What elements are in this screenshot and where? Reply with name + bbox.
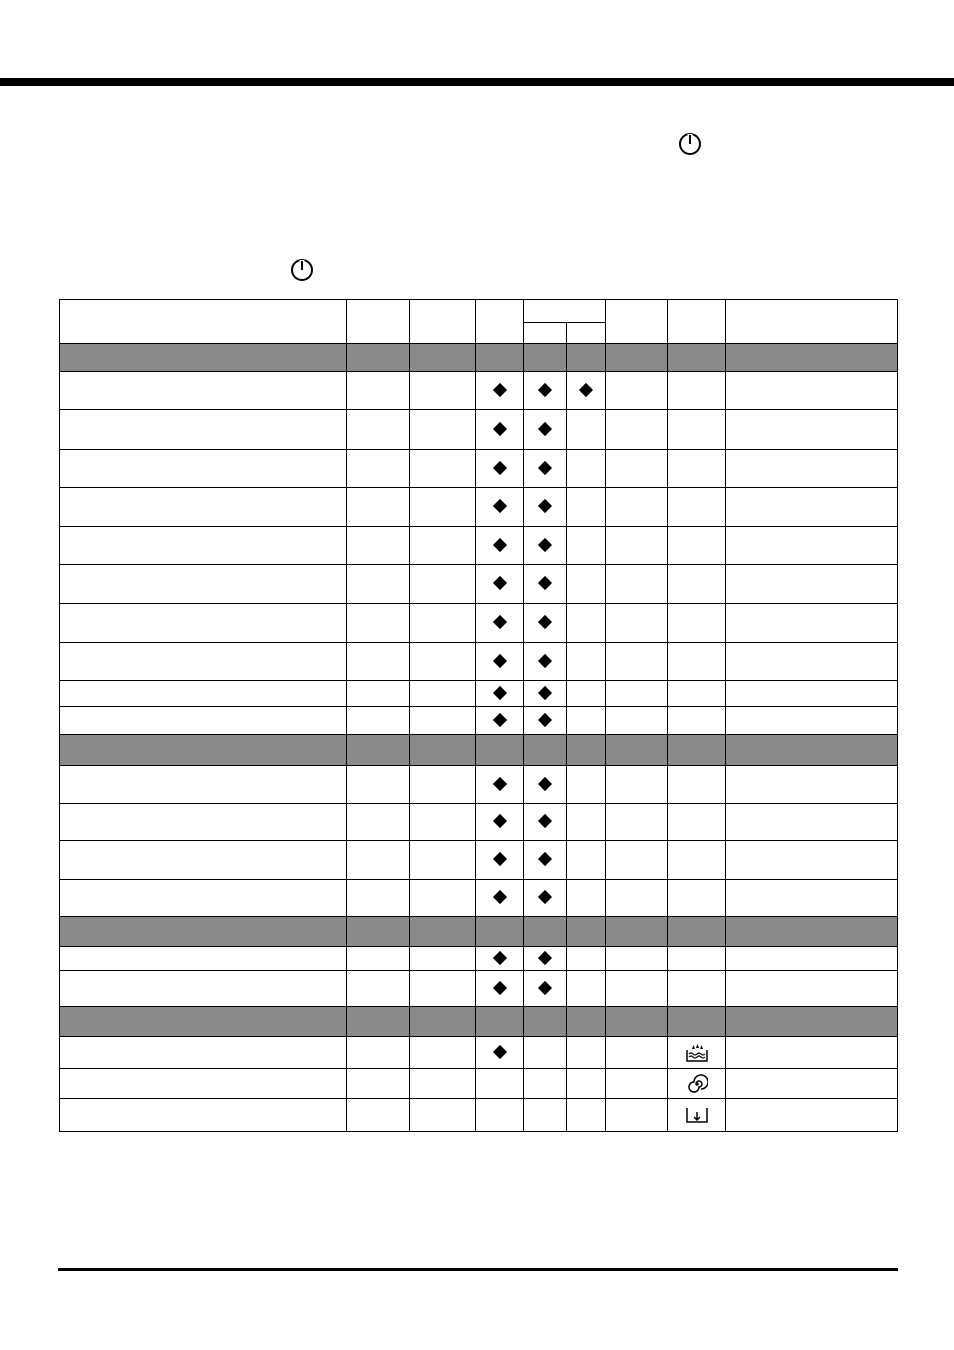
option-diamond-mark	[538, 499, 552, 513]
option-mark-cell	[566, 643, 605, 681]
table-cell	[347, 527, 410, 565]
option-mark-cell	[566, 1069, 605, 1099]
table-cell	[410, 1037, 476, 1069]
option-mark-cell	[566, 1037, 605, 1069]
table-row	[60, 947, 898, 971]
symbol-cell	[668, 410, 726, 450]
table-cell	[347, 1037, 410, 1069]
option-mark-cell	[476, 410, 523, 450]
table-cell	[410, 880, 476, 917]
programme-name-cell	[60, 372, 347, 410]
option-mark-cell	[523, 1037, 566, 1069]
header-cell	[347, 300, 410, 344]
section-header-cell	[347, 917, 410, 947]
table-cell	[410, 947, 476, 971]
programme-name-cell	[60, 947, 347, 971]
bottom-rule	[58, 1268, 898, 1271]
programme-name-cell	[60, 707, 347, 735]
table-row	[60, 643, 898, 681]
section-header-cell	[668, 1007, 726, 1037]
table-cell	[347, 947, 410, 971]
table-cell	[605, 565, 667, 604]
table-cell	[726, 707, 898, 735]
power-button-icon	[677, 131, 703, 157]
section-header-cell	[410, 917, 476, 947]
table-cell	[410, 1099, 476, 1132]
header-cell	[726, 300, 898, 344]
option-mark-cell	[476, 450, 523, 488]
programme-name-cell	[60, 527, 347, 565]
table-cell	[410, 372, 476, 410]
header-cell	[668, 300, 726, 344]
section-header-cell	[566, 735, 605, 766]
option-mark-cell	[566, 971, 605, 1007]
table-cell	[726, 1069, 898, 1099]
section-header-cell	[60, 344, 347, 372]
table-cell	[726, 643, 898, 681]
option-mark-cell	[476, 841, 523, 880]
table-cell	[410, 604, 476, 643]
table-cell	[605, 410, 667, 450]
table-cell	[410, 488, 476, 527]
table-row	[60, 604, 898, 643]
option-mark-cell	[476, 681, 523, 707]
table-cell	[347, 766, 410, 804]
option-mark-cell	[523, 372, 566, 410]
symbol-cell	[668, 947, 726, 971]
programme-name-cell	[60, 410, 347, 450]
table-cell	[605, 766, 667, 804]
header-cell	[476, 300, 523, 344]
option-mark-cell	[523, 766, 566, 804]
table-cell	[347, 971, 410, 1007]
table-cell	[726, 1037, 898, 1069]
drain-tub-icon	[668, 1104, 725, 1126]
table-cell	[347, 488, 410, 527]
table-cell	[410, 1069, 476, 1099]
option-diamond-mark	[538, 685, 552, 699]
section-header-cell	[347, 735, 410, 766]
table-cell	[410, 804, 476, 841]
section-header-cell	[726, 1007, 898, 1037]
option-diamond-mark	[538, 537, 552, 551]
table-row	[60, 565, 898, 604]
table-cell	[410, 565, 476, 604]
table-row	[60, 1099, 898, 1132]
table-cell	[347, 604, 410, 643]
table-cell	[347, 372, 410, 410]
section-header-cell	[476, 917, 523, 947]
table-cell	[605, 1099, 667, 1132]
table-cell	[605, 681, 667, 707]
option-mark-cell	[476, 565, 523, 604]
table-cell	[410, 527, 476, 565]
table-row	[60, 681, 898, 707]
programme-name-cell	[60, 488, 347, 527]
option-diamond-mark	[538, 950, 552, 964]
table-row	[60, 804, 898, 841]
section-header-row	[60, 917, 898, 947]
option-mark-cell	[476, 604, 523, 643]
table-cell	[605, 450, 667, 488]
section-header-cell	[668, 917, 726, 947]
option-mark-cell	[476, 766, 523, 804]
programme-name-cell	[60, 1037, 347, 1069]
symbol-cell	[668, 604, 726, 643]
table-cell	[726, 488, 898, 527]
symbol-cell	[668, 841, 726, 880]
option-diamond-mark	[492, 685, 506, 699]
section-header-cell	[605, 917, 667, 947]
programme-name-cell	[60, 1099, 347, 1132]
section-header-cell	[726, 735, 898, 766]
programme-name-cell	[60, 971, 347, 1007]
table-row	[60, 527, 898, 565]
table-cell	[347, 1099, 410, 1132]
section-header-cell	[566, 917, 605, 947]
symbol-cell	[668, 527, 726, 565]
table-cell	[347, 450, 410, 488]
option-mark-cell	[566, 565, 605, 604]
section-header-cell	[347, 1007, 410, 1037]
section-header-cell	[476, 1007, 523, 1037]
option-mark-cell	[523, 565, 566, 604]
option-diamond-mark	[492, 499, 506, 513]
option-mark-cell	[566, 372, 605, 410]
section-header-cell	[668, 735, 726, 766]
option-mark-cell	[523, 643, 566, 681]
section-header-cell	[476, 344, 523, 372]
table-cell	[726, 880, 898, 917]
option-mark-cell	[566, 604, 605, 643]
option-diamond-mark	[538, 980, 552, 994]
option-mark-cell	[523, 527, 566, 565]
section-header-cell	[605, 344, 667, 372]
option-mark-cell	[523, 971, 566, 1007]
option-mark-cell	[566, 488, 605, 527]
option-diamond-mark	[492, 814, 506, 828]
option-diamond-mark	[492, 950, 506, 964]
option-diamond-mark	[492, 537, 506, 551]
option-diamond-mark	[538, 421, 552, 435]
table-cell	[605, 1037, 667, 1069]
table-row	[60, 1037, 898, 1069]
table-cell	[410, 643, 476, 681]
table-cell	[410, 707, 476, 735]
symbol-cell	[668, 707, 726, 735]
programme-name-cell	[60, 604, 347, 643]
symbol-cell	[668, 1037, 726, 1069]
header-cell	[605, 300, 667, 344]
table-cell	[410, 841, 476, 880]
section-header-cell	[60, 917, 347, 947]
section-header-cell	[605, 1007, 667, 1037]
table-cell	[726, 947, 898, 971]
table-cell	[347, 681, 410, 707]
spin-spiral-icon	[668, 1073, 725, 1095]
option-diamond-mark	[538, 382, 552, 396]
option-mark-cell	[523, 880, 566, 917]
option-mark-cell	[476, 488, 523, 527]
section-header-cell	[410, 344, 476, 372]
option-mark-cell	[566, 880, 605, 917]
table-cell	[726, 841, 898, 880]
programme-name-cell	[60, 1069, 347, 1099]
option-diamond-mark	[538, 576, 552, 590]
option-diamond-mark	[492, 615, 506, 629]
programme-name-cell	[60, 643, 347, 681]
section-header-cell	[566, 1007, 605, 1037]
table-row	[60, 707, 898, 735]
table-row	[60, 971, 898, 1007]
option-mark-cell	[476, 880, 523, 917]
option-mark-cell	[476, 971, 523, 1007]
table-cell	[726, 450, 898, 488]
table-row	[60, 450, 898, 488]
table-row	[60, 880, 898, 917]
table-row	[60, 1069, 898, 1099]
option-mark-cell	[566, 804, 605, 841]
section-header-cell	[410, 735, 476, 766]
programme-name-cell	[60, 841, 347, 880]
table-cell	[410, 410, 476, 450]
section-header-cell	[605, 735, 667, 766]
option-mark-cell	[476, 707, 523, 735]
programme-name-cell	[60, 565, 347, 604]
table-cell	[410, 681, 476, 707]
section-header-cell	[726, 917, 898, 947]
option-diamond-mark	[538, 776, 552, 790]
option-mark-cell	[566, 450, 605, 488]
table-cell	[605, 488, 667, 527]
table-cell	[605, 1069, 667, 1099]
table-cell	[605, 841, 667, 880]
table-cell	[726, 410, 898, 450]
table-row	[60, 488, 898, 527]
programme-table	[59, 299, 898, 1132]
table-cell	[605, 880, 667, 917]
option-mark-cell	[523, 410, 566, 450]
top-rule	[0, 78, 954, 86]
section-header-row	[60, 344, 898, 372]
section-header-row	[60, 1007, 898, 1037]
option-mark-cell	[523, 841, 566, 880]
table-cell	[410, 450, 476, 488]
table-cell	[347, 410, 410, 450]
option-mark-cell	[566, 1099, 605, 1132]
option-mark-cell	[523, 604, 566, 643]
header-cell	[60, 300, 347, 344]
option-mark-cell	[566, 681, 605, 707]
table-cell	[347, 1069, 410, 1099]
symbol-cell	[668, 766, 726, 804]
section-header-cell	[523, 735, 566, 766]
symbol-cell	[668, 372, 726, 410]
table-cell	[726, 1099, 898, 1132]
table-cell	[347, 804, 410, 841]
option-mark-cell	[523, 1099, 566, 1132]
option-mark-cell	[566, 707, 605, 735]
table-cell	[347, 643, 410, 681]
option-mark-cell	[476, 1099, 523, 1132]
section-header-cell	[60, 1007, 347, 1037]
table-cell	[726, 527, 898, 565]
table-cell	[347, 841, 410, 880]
table-cell	[726, 766, 898, 804]
option-mark-cell	[476, 947, 523, 971]
symbol-cell	[668, 1099, 726, 1132]
option-mark-cell	[523, 488, 566, 527]
table-cell	[347, 707, 410, 735]
option-mark-cell	[566, 841, 605, 880]
symbol-cell	[668, 1069, 726, 1099]
option-diamond-mark	[538, 814, 552, 828]
option-diamond-mark	[492, 890, 506, 904]
table-cell	[726, 565, 898, 604]
section-header-cell	[523, 917, 566, 947]
table-cell	[726, 804, 898, 841]
symbol-cell	[668, 681, 726, 707]
option-diamond-mark	[492, 421, 506, 435]
option-diamond-mark	[492, 460, 506, 474]
option-diamond-mark	[492, 776, 506, 790]
symbol-cell	[668, 643, 726, 681]
option-diamond-mark	[538, 460, 552, 474]
section-header-cell	[566, 344, 605, 372]
programme-name-cell	[60, 681, 347, 707]
option-mark-cell	[566, 766, 605, 804]
section-header-cell	[523, 1007, 566, 1037]
table-cell	[726, 372, 898, 410]
table-cell	[347, 880, 410, 917]
option-mark-cell	[476, 804, 523, 841]
table-cell	[726, 681, 898, 707]
table-cell	[347, 565, 410, 604]
option-diamond-mark	[492, 712, 506, 726]
table-cell	[605, 372, 667, 410]
table-cell	[410, 766, 476, 804]
option-mark-cell	[476, 1069, 523, 1099]
table-cell	[605, 604, 667, 643]
option-mark-cell	[523, 681, 566, 707]
table-row	[60, 841, 898, 880]
section-header-cell	[410, 1007, 476, 1037]
option-mark-cell	[476, 527, 523, 565]
programme-name-cell	[60, 450, 347, 488]
table-row	[60, 766, 898, 804]
table-cell	[605, 707, 667, 735]
section-header-cell	[523, 344, 566, 372]
option-diamond-mark	[492, 980, 506, 994]
symbol-cell	[668, 565, 726, 604]
section-header-cell	[347, 344, 410, 372]
option-diamond-mark	[492, 653, 506, 667]
table-cell	[605, 643, 667, 681]
option-mark-cell	[523, 450, 566, 488]
symbol-cell	[668, 450, 726, 488]
option-diamond-mark	[538, 712, 552, 726]
programme-name-cell	[60, 880, 347, 917]
table-cell	[605, 804, 667, 841]
option-mark-cell	[523, 1069, 566, 1099]
option-diamond-mark	[492, 1044, 506, 1058]
option-mark-cell	[566, 410, 605, 450]
table-header-row	[60, 300, 898, 344]
option-diamond-mark	[492, 576, 506, 590]
section-header-row	[60, 735, 898, 766]
option-mark-cell	[566, 527, 605, 565]
prewash-tub-icon	[668, 1042, 725, 1064]
option-diamond-mark	[579, 382, 593, 396]
option-mark-cell	[476, 643, 523, 681]
table-cell	[605, 947, 667, 971]
option-mark-cell	[476, 372, 523, 410]
option-diamond-mark	[538, 653, 552, 667]
table-cell	[726, 604, 898, 643]
table-cell	[410, 971, 476, 1007]
power-button-icon	[289, 257, 315, 283]
symbol-cell	[668, 880, 726, 917]
section-header-cell	[668, 344, 726, 372]
section-header-cell	[726, 344, 898, 372]
option-diamond-mark	[492, 382, 506, 396]
programme-name-cell	[60, 804, 347, 841]
symbol-cell	[668, 971, 726, 1007]
table-cell	[605, 527, 667, 565]
option-diamond-mark	[538, 890, 552, 904]
symbol-cell	[668, 488, 726, 527]
section-header-cell	[476, 735, 523, 766]
option-diamond-mark	[538, 852, 552, 866]
option-mark-cell	[523, 947, 566, 971]
option-mark-cell	[476, 1037, 523, 1069]
option-mark-cell	[523, 804, 566, 841]
option-mark-cell	[566, 947, 605, 971]
table-cell	[605, 971, 667, 1007]
programme-name-cell	[60, 766, 347, 804]
option-diamond-mark	[492, 852, 506, 866]
symbol-cell	[668, 804, 726, 841]
table-row	[60, 372, 898, 410]
table-row	[60, 410, 898, 450]
header-group-cell	[523, 300, 605, 344]
option-diamond-mark	[538, 615, 552, 629]
option-mark-cell	[523, 707, 566, 735]
header-cell	[410, 300, 476, 344]
section-header-cell	[60, 735, 347, 766]
table-cell	[726, 971, 898, 1007]
